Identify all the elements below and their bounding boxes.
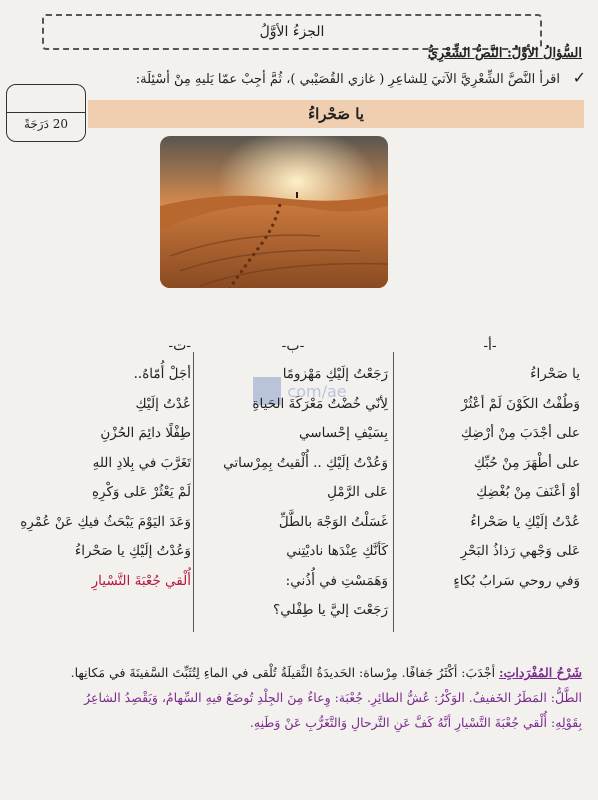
- question-title: السُّؤالُ الأوَّلُ: النَّصُّ الشِّعْرِيُّ: [427, 46, 582, 61]
- vocabulary-text: أجْدَبَ: أكْثَرُ جَفافًا. مِرْساة: الحَديدَةُ الثَّقيلَةُ تُلْقى في الماءِ لِتُثَبِّتَ السَّفينَةَ في مَكانِها.: [70, 665, 496, 680]
- watermark-text: com/ae: [287, 381, 347, 401]
- verse-line: عُدْتُ إلَيْكِ: [135, 395, 191, 412]
- verse-line: وَعَدَ اليَوْمَ يَبْحَثُ فيكِ عَنْ عُمْرِهِ: [20, 513, 191, 530]
- section-title: الجزءُ الأوَّلُ: [259, 24, 325, 40]
- verse-line: عُدْتُ إلَيْكِ يا صَحْراءُ: [470, 513, 580, 530]
- desert-image: [160, 136, 388, 288]
- verse-line: وَفي روحي سَرابُ بُكاءٍ: [453, 572, 580, 589]
- verse-line: وَعُدْتُ إلَيْكِ .. أُلْقيتُ بِمِرْساتي: [223, 454, 388, 471]
- verse-line: يا صَحْراءُ: [530, 366, 580, 382]
- verse-line: على أطْهَرَ مِنْ حُبِّكِ: [473, 454, 580, 471]
- vocabulary-section: [10, 660, 582, 735]
- verse-line: تَغَرَّبَ في بِلادِ اللهِ: [92, 454, 191, 471]
- column-label: -ب-: [281, 338, 305, 354]
- poem-title: يا صَحْراءُ: [308, 105, 364, 123]
- question-instruction: اقرأ النَّصَّ الشِّعْرِيَّ الآتيَ لِلشاعِرِ ( غازي القُصَيْبي )، ثُمَّ أجِبْ عمّا يَليهِ مِنْ أسْئِلَة:: [135, 72, 560, 87]
- marks-label: 20 دَرَجَةً: [23, 117, 69, 131]
- verse-line: أجَلْ أُمّاهُ..: [133, 366, 191, 382]
- poem-column-t: [16, 338, 191, 596]
- check-icon: ✓: [572, 68, 586, 87]
- vocabulary-label: شَرْحُ المُفْرَداتِ:: [499, 665, 582, 680]
- verse-line: على أجْدَبَ مِنْ أرْضِكِ: [460, 425, 580, 441]
- verse-line: وَعُدْتُ إلَيْكِ يا صَحْراءُ: [74, 543, 191, 559]
- marks-box: [6, 84, 86, 142]
- vocabulary-line: الطَّلُّ: المَطَرُ الخَفيفُ. الوَكْرُ: عُشُّ الطائِرِ. جُعْبَة: وِعاءٌ مِنَ الجِلْدِ تُوضَعُ فيهِ السِّهامُ، وَيَقْصِدُ الشاعِرُ: [84, 690, 582, 705]
- poem-column-a: [400, 338, 580, 596]
- poem-column-b: [198, 338, 388, 626]
- column-label: -ت-: [168, 338, 191, 354]
- column-divider: [393, 352, 394, 632]
- verse-line: بِسَيْفِ إحْساسي: [299, 425, 388, 441]
- poem-title-bar: [88, 100, 584, 128]
- vocabulary-line: بِقَوْلِهِ: أُلْقي جُعْبَةَ التَّسْيارِ أنَّهُ كَفَّ عَنِ التَّرحالِ وَالتَّغَرُّبِ عَنْ وَطَنِهِ.: [249, 715, 582, 730]
- verse-line: أوْ أعْنَفَ مِنْ بُغْضِكِ: [476, 484, 580, 500]
- vocabulary-line: [10, 660, 582, 685]
- verse-line: كَأنَّكِ عِنْدَها ناديْتِني: [286, 543, 388, 559]
- verse-line: وَهَمَسْتِ في أُذُني:: [285, 572, 388, 589]
- verse-line: لِأنّي خُضْتُ مَعْرَكَةَ الحَياةِ: [252, 395, 388, 412]
- verse-line: أُلْقي جُعْبَةَ التَّسْيارِ: [91, 572, 191, 589]
- marks-divider: [7, 112, 85, 113]
- verse-line: وَطُفْتُ الكَوْنَ لَمْ أعْثُرْ: [461, 395, 580, 412]
- column-label: -أ-: [483, 338, 497, 354]
- verse-line: عَلى وَجْهي رَذاذُ البَحْرِ: [460, 543, 580, 559]
- verse-line: رَجَعْتَ إليَّ يا طِفْلي؟: [273, 602, 388, 618]
- verse-line: طِفْلًا دائِمَ الحُزْنِ: [100, 425, 191, 441]
- verse-line: لَمْ يَعْثُرْ عَلى وَكْرِهِ: [91, 484, 191, 500]
- section-header: [42, 14, 542, 50]
- verse-line: غَسَلْتُ الوَجْهَ بالطَّلِّ: [278, 513, 388, 530]
- column-divider: [193, 352, 194, 632]
- verse-line: عَلى الرَّمْلِ: [327, 484, 388, 500]
- verse-line: رَجَعْتُ إلَيْكِ مَهْزومًا: [282, 366, 388, 382]
